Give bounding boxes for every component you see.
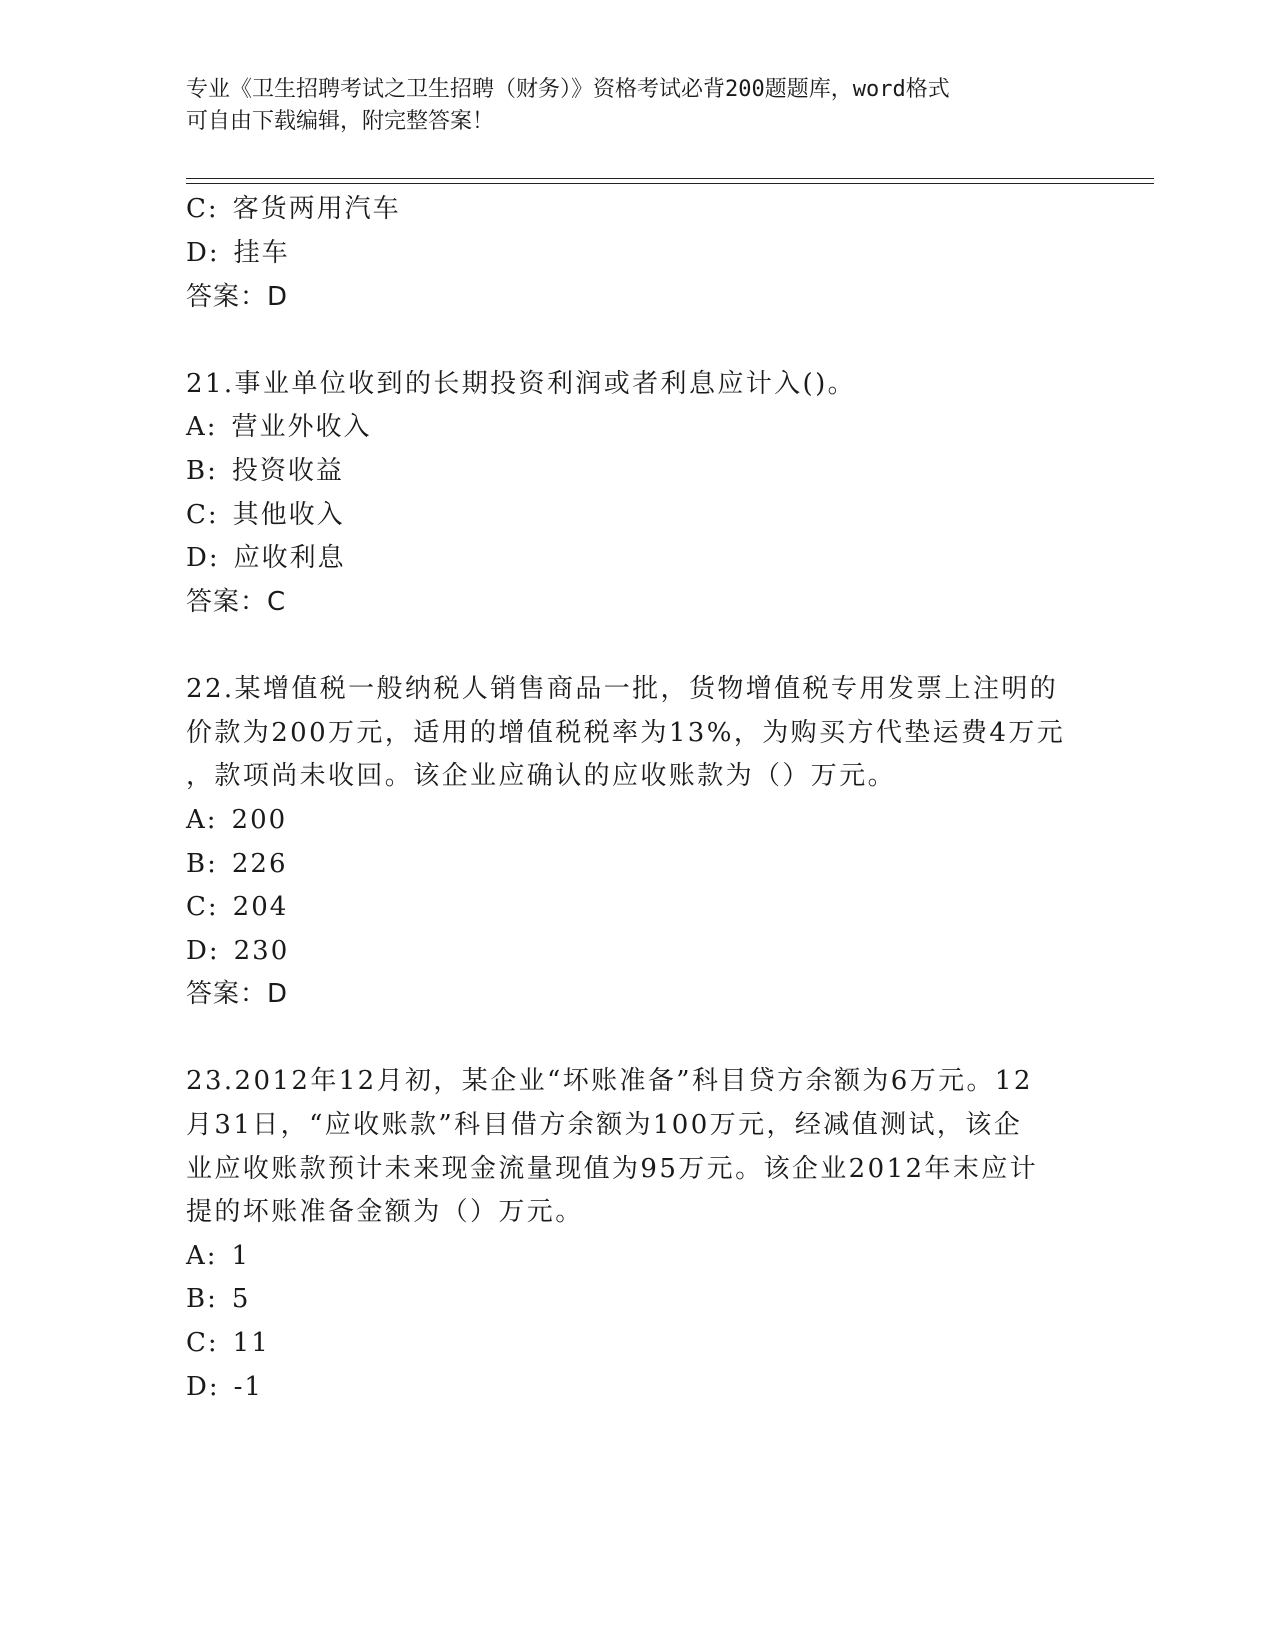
question-21-text: 21.事业单位收到的长期投资利润或者利息应计入()。: [186, 369, 857, 399]
answer: 答案：D: [186, 979, 289, 1009]
header-divider-bottom: [186, 183, 1154, 184]
option-d: D: 挂车: [186, 238, 290, 268]
question-23-line-2: 月31日，“应收账款”科目借方余额为100万元，经减值测试，该企: [186, 1110, 1023, 1140]
option-c: C: 204: [186, 892, 289, 922]
option-b: B: 226: [186, 849, 288, 879]
question-23-line-3: 业应收账款预计未来现金流量现值为95万元。该企业2012年末应计: [186, 1154, 1039, 1184]
option-b: B: 投资收益: [186, 456, 344, 486]
question-22-line-3: ，款项尚未收回。该企业应确认的应收账款为（）万元。: [186, 761, 897, 791]
question-22-line-1: 22.某增值税一般纳税人销售商品一批，货物增值税专用发票上注明的: [186, 674, 1059, 704]
option-d: D: -1: [186, 1372, 263, 1402]
option-c: C: 11: [186, 1328, 270, 1358]
question-22-line-2: 价款为200万元，适用的增值税税率为13%，为购买方代垫运费4万元: [186, 718, 1066, 748]
answer: 答案：C: [186, 587, 287, 617]
header-line-1: 专业《卫生招聘考试之卫生招聘（财务）》资格考试必背200题题库，word格式: [186, 77, 950, 102]
option-d: D: 应收利息: [186, 543, 346, 573]
option-a: A: 200: [186, 805, 288, 835]
question-23-line-1: 23.2012年12月初，某企业“坏账准备”科目贷方余额为6万元。12: [186, 1066, 1033, 1096]
document-header: [186, 74, 1086, 138]
option-a: A: 1: [186, 1241, 251, 1271]
header-divider-top: [186, 178, 1154, 179]
option-c: C: 客货两用汽车: [186, 194, 401, 224]
option-b: B: 5: [186, 1284, 251, 1314]
answer: 答案：D: [186, 282, 289, 312]
option-c: C: 其他收入: [186, 500, 345, 530]
option-a: A: 营业外收入: [186, 412, 372, 442]
option-d: D: 230: [186, 936, 290, 966]
question-23-line-4: 提的坏账准备金额为（）万元。: [186, 1197, 584, 1227]
header-line-2: 可自由下载编辑，附完整答案！: [186, 109, 495, 134]
